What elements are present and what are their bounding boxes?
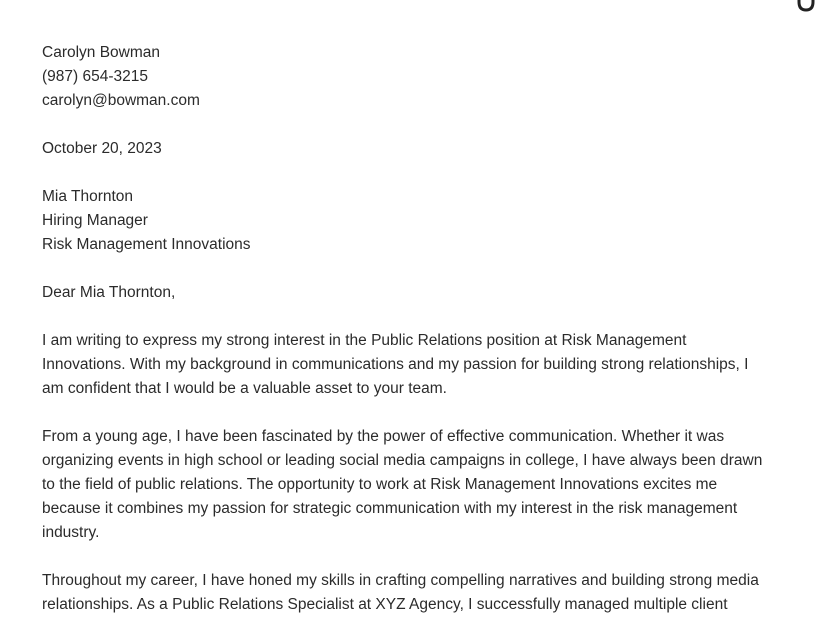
paragraph-line: From a young age, I have been fascinated by the power of effective communication. Whether it was [42, 428, 725, 445]
cover-letter [42, 41, 797, 620]
paragraph-line: relationships. As a Public Relations Specialist at XYZ Agency, I successfully managed multiple client [42, 596, 728, 613]
salutation: Dear Mia Thornton, [42, 284, 176, 301]
letter-date: October 20, 2023 [42, 140, 162, 157]
paragraph-line: I am writing to express my strong interest in the Public Relations position at Risk Management [42, 332, 687, 349]
sender-block [42, 41, 797, 113]
paragraph-line: because it combines my passion for strategic communication with my interest in the risk management [42, 500, 738, 517]
paragraph-line: Innovations. With my background in communications and my passion for building strong relationships, I [42, 356, 749, 373]
body-paragraph-1 [42, 329, 797, 401]
recipient-title: Hiring Manager [42, 212, 148, 229]
sender-phone: (987) 654-3215 [42, 68, 148, 85]
recipient-block [42, 185, 797, 257]
body-paragraph-3 [42, 569, 797, 617]
date-block [42, 137, 797, 161]
paragraph-line: to the field of public relations. The opportunity to work at Risk Management Innovations excites me [42, 476, 718, 493]
paragraph-line: organizing events in high school or leading social media campaigns in college, I have always been drawn [42, 452, 763, 469]
sender-name: Carolyn Bowman [42, 44, 161, 61]
recipient-company: Risk Management Innovations [42, 236, 251, 253]
sender-email: carolyn@bowman.com [42, 92, 200, 109]
paragraph-line: Throughout my career, I have honed my skills in crafting compelling narratives and building strong media [42, 572, 759, 589]
paragraph-line: am confident that I would be a valuable asset to your team. [42, 380, 447, 397]
paragraph-line: industry. [42, 524, 100, 541]
body-paragraph-2 [42, 425, 797, 545]
salutation-block [42, 281, 797, 305]
partial-edge-icon [796, 0, 816, 14]
recipient-name: Mia Thornton [42, 188, 134, 205]
